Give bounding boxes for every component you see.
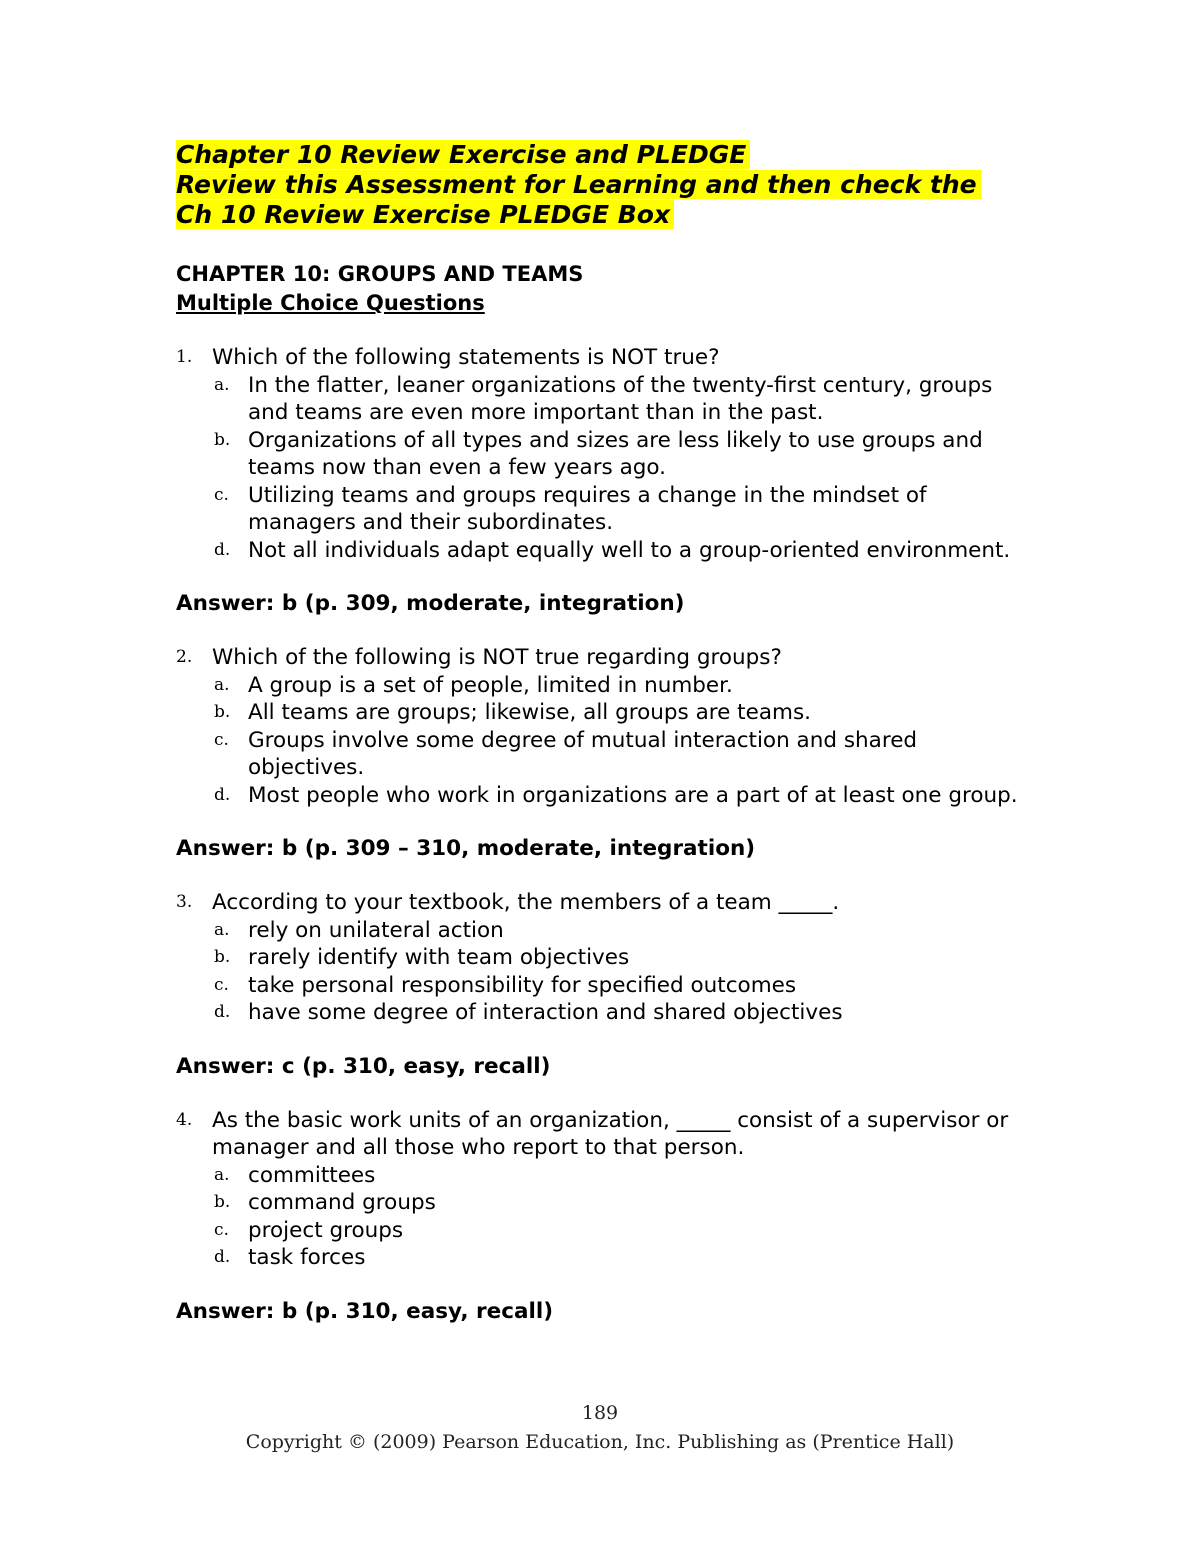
question-number: 3.	[176, 892, 193, 912]
header-line-text: Review this Assessment for Learning and then check the	[176, 170, 981, 199]
option-text: committees	[248, 1162, 376, 1188]
question-number: 1.	[176, 347, 193, 367]
option-letter: a.	[214, 674, 230, 695]
option-list	[212, 372, 1036, 565]
option-letter: a.	[214, 919, 230, 940]
option-text: project groups	[248, 1217, 404, 1243]
option-letter: b.	[214, 429, 231, 450]
option-list	[212, 917, 1036, 1027]
option-letter: c.	[214, 484, 229, 505]
option-list	[212, 1162, 1036, 1272]
option-item	[212, 1244, 1036, 1272]
page-content	[176, 140, 1036, 1326]
option-letter: c.	[214, 974, 229, 995]
header-line-text: Chapter 10 Review Exercise and PLEDGE	[176, 140, 750, 169]
header-line	[176, 200, 1036, 230]
highlighted-header	[176, 140, 1036, 230]
question-1	[176, 344, 1036, 564]
option-item	[212, 1189, 1036, 1217]
option-text: rarely identify with team objectives	[248, 945, 630, 970]
option-text: All teams are groups; likewise, all groups are teams.	[248, 700, 811, 725]
section-title: Multiple Choice Questions	[176, 291, 485, 315]
question-text: According to your textbook, the members of a team _____.	[212, 890, 840, 915]
option-text: Most people who work in organizations are a part of at least one group.	[248, 782, 1018, 808]
option-text: take personal responsibility for specified outcomes	[248, 972, 797, 998]
option-text: have some degree of interaction and shared objectives	[248, 1000, 843, 1025]
question-4	[176, 1107, 1036, 1272]
option-item	[212, 482, 1036, 537]
chapter-title: CHAPTER 10: GROUPS AND TEAMS	[176, 262, 584, 286]
option-item	[212, 1217, 1036, 1245]
option-text: Groups involve some degree of mutual interaction and shared objectives.	[248, 727, 918, 780]
option-letter: c.	[214, 729, 229, 750]
option-letter: d.	[214, 1247, 231, 1267]
option-item	[212, 537, 1036, 565]
option-text: Organizations of all types and sizes are less likely to use groups and teams now than even a few years ago.	[248, 427, 983, 480]
header-line	[176, 170, 1036, 200]
option-item	[212, 727, 1036, 782]
option-letter: a.	[214, 1164, 230, 1185]
question-text: Which of the following is NOT true regarding groups?	[212, 645, 782, 670]
option-text: Utilizing teams and groups requires a change in the mindset of managers and their subordinates.	[248, 482, 927, 535]
option-letter: a.	[214, 374, 230, 395]
option-letter: d.	[214, 539, 231, 560]
option-item	[212, 999, 1036, 1027]
question-number: 2.	[176, 647, 193, 667]
question-text: As the basic work units of an organization, _____ consist of a supervisor or manager and all those who report to that person.	[212, 1107, 1009, 1160]
question-text: Which of the following statements is NOT true?	[212, 345, 720, 370]
option-text: A group is a set of people, limited in number.	[248, 672, 733, 698]
question-number: 4.	[176, 1109, 193, 1130]
option-letter: b.	[214, 1192, 231, 1212]
option-list	[212, 672, 1036, 810]
option-item	[212, 944, 1036, 972]
option-item	[212, 782, 1036, 810]
option-item	[212, 972, 1036, 1000]
answer-1: Answer: b (p. 309, moderate, integration)	[176, 591, 685, 616]
option-item	[212, 672, 1036, 700]
option-item	[212, 372, 1036, 427]
answer-4: Answer: b (p. 310, easy, recall)	[176, 1298, 554, 1324]
answer-3: Answer: c (p. 310, easy, recall)	[176, 1053, 551, 1079]
option-letter: b.	[214, 702, 231, 722]
option-text: Not all individuals adapt equally well to a group-oriented environment.	[248, 537, 1011, 563]
option-item	[212, 917, 1036, 945]
option-letter: d.	[214, 784, 231, 805]
copyright-notice: Copyright © (2009) Pearson Education, Inc. Publishing as (Prentice Hall)	[245, 1431, 955, 1453]
option-text: command groups	[248, 1190, 436, 1215]
option-letter: b.	[214, 947, 231, 967]
question-3	[176, 889, 1036, 1027]
answer-2: Answer: b (p. 309 – 310, moderate, integration)	[176, 836, 756, 861]
header-line	[176, 140, 1036, 170]
header-line-text: Ch 10 Review Exercise PLEDGE Box	[176, 200, 674, 229]
option-text: rely on unilateral action	[248, 917, 504, 943]
option-text: task forces	[248, 1245, 366, 1270]
option-letter: d.	[214, 1002, 231, 1022]
question-2	[176, 644, 1036, 809]
option-letter: c.	[214, 1219, 229, 1240]
option-text: In the flatter, leaner organizations of the twenty-first century, groups and teams are even more important than in the past.	[248, 372, 993, 425]
option-item	[212, 699, 1036, 727]
option-item	[212, 1162, 1036, 1190]
page-number: 189	[581, 1402, 619, 1424]
option-item	[212, 427, 1036, 482]
